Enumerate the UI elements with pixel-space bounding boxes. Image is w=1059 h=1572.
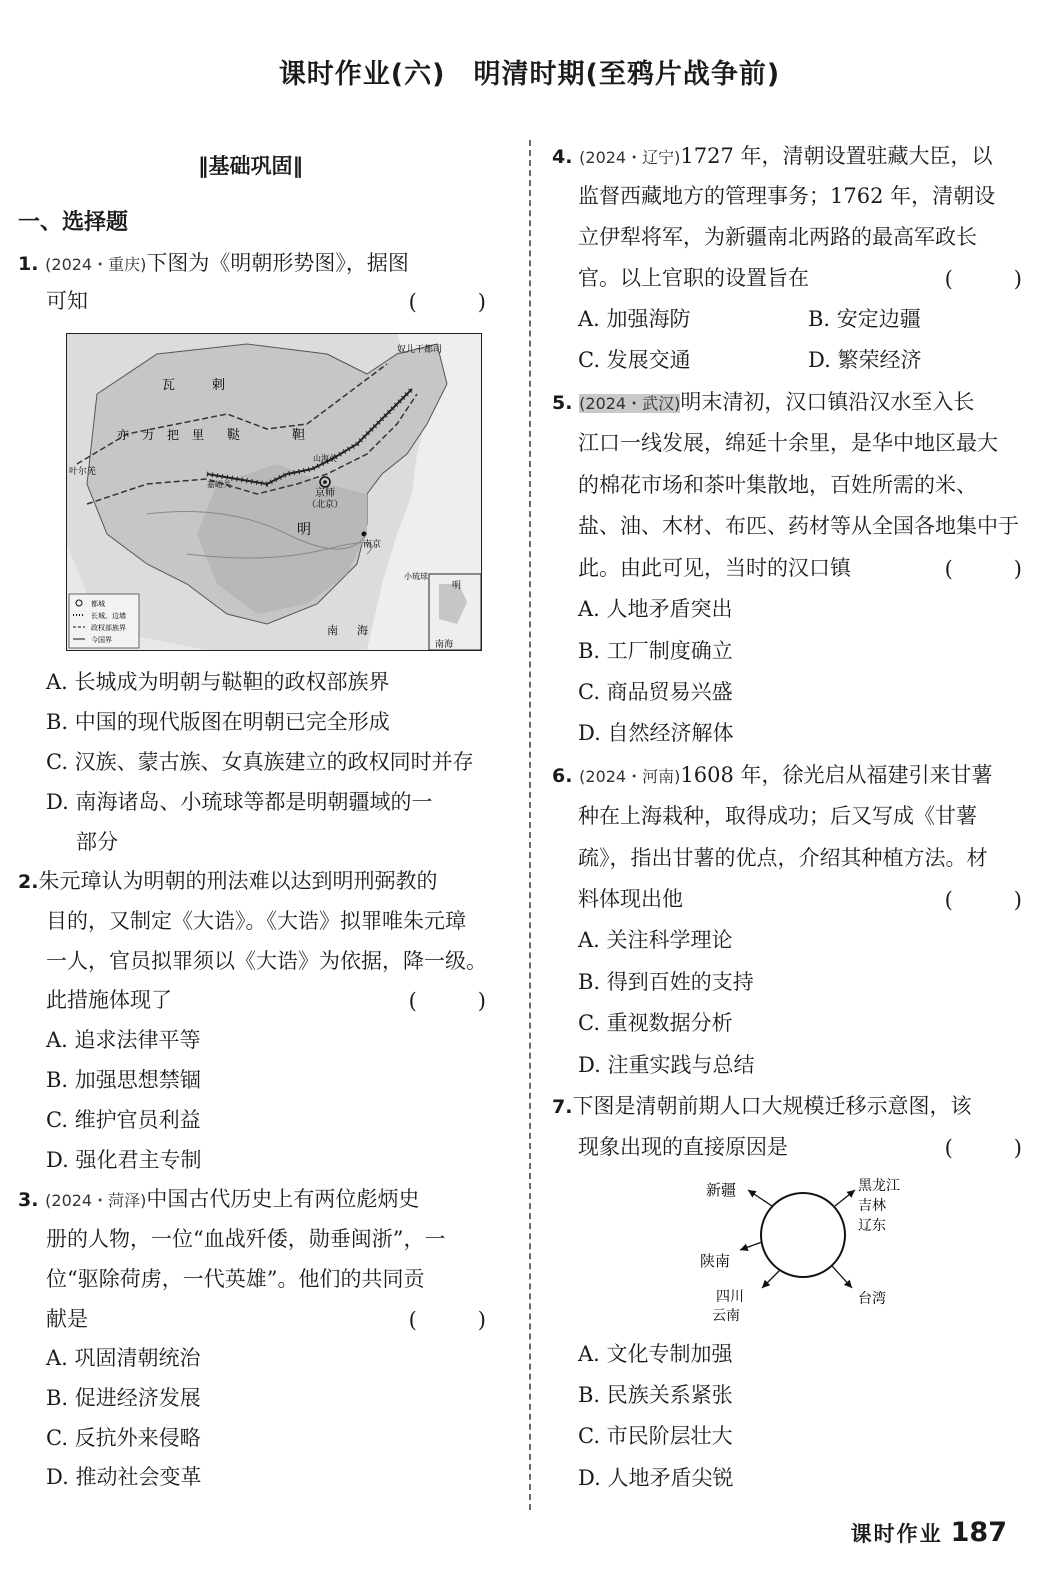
map-label-nan: 南 bbox=[327, 624, 338, 637]
q5-option-c: C. 商品贸易兴盛 bbox=[578, 680, 733, 704]
subsection-title: 一、选择题 bbox=[18, 210, 129, 235]
q1-line-2: 可知 bbox=[46, 289, 88, 313]
q4-line-1 bbox=[552, 141, 992, 173]
q6-number: 6. bbox=[552, 765, 573, 787]
q3-number: 3. bbox=[18, 1189, 39, 1211]
q6-line-3: 疏》，指出甘薯的优点，介绍其种植方法。材 bbox=[578, 846, 988, 870]
q3-source: (2024・菏泽) bbox=[45, 1191, 147, 1210]
map-label-li2: 里 bbox=[192, 428, 205, 442]
map-label-capital: 京师 bbox=[315, 488, 335, 499]
map-label-beijing: （北京） bbox=[307, 500, 344, 510]
map-label-nurgan: 奴儿干都司 bbox=[397, 345, 443, 355]
q2-option-d: D. 强化君主专制 bbox=[46, 1148, 202, 1172]
q2-option-a: A. 追求法律平等 bbox=[46, 1028, 201, 1052]
q5-line-3: 的棉花市场和茶叶集散地，百姓所需的米、 bbox=[578, 473, 977, 497]
dest-taiwan: 台湾 bbox=[858, 1291, 886, 1307]
q7-answer-paren: ( ) bbox=[944, 1136, 1042, 1160]
dest-shannan: 陕南 bbox=[700, 1252, 731, 1270]
map-label-xiaoliuqiu: 小琉球 bbox=[404, 572, 428, 581]
q6-option-c: C. 重视数据分析 bbox=[578, 1011, 733, 1035]
q2-option-c: C. 维护官员利益 bbox=[46, 1108, 201, 1132]
q2-line-3: 一人，官员拟罪须以《大诰》为依据，降一级。 bbox=[46, 949, 487, 973]
q1-option-a: A. 长城成为明朝与鞑靼的政权部族界 bbox=[46, 670, 390, 694]
map-svg bbox=[67, 334, 481, 650]
q4-option-d: D. 繁荣经济 bbox=[808, 348, 922, 372]
q5-answer-paren: ( ) bbox=[944, 557, 1042, 581]
q1-answer-paren: ( ) bbox=[408, 290, 506, 314]
map-label-inset-ming: 明 bbox=[452, 581, 462, 591]
map-label-ming: 明 bbox=[297, 522, 311, 538]
q1-line-1 bbox=[18, 248, 409, 280]
q6-option-d: D. 注重实践与总结 bbox=[578, 1053, 755, 1077]
map-label-yarkand: 叶尔羌 bbox=[69, 467, 97, 477]
q7-option-c: C. 市民阶层壮大 bbox=[578, 1424, 733, 1448]
map-legend-border: 政权部族界 bbox=[91, 624, 126, 632]
q4-option-c: C. 发展交通 bbox=[578, 348, 691, 372]
page-footer bbox=[851, 1517, 1007, 1548]
q6-answer-paren: ( ) bbox=[944, 888, 1042, 912]
q1-option-d: D. 南海诸岛、小琉球等都是明朝疆域的一 bbox=[46, 790, 433, 814]
q4-source: (2024・辽宁) bbox=[579, 148, 681, 167]
column-divider bbox=[529, 140, 531, 1510]
map-label-inset-nanhai: 南海 bbox=[435, 640, 454, 650]
q5-option-a: A. 人地矛盾突出 bbox=[578, 597, 733, 621]
q3-line-3: 位“驱除荷虏，一代英雄”。他们的共同贡 bbox=[46, 1267, 425, 1291]
q6-line-4: 料体现出他 bbox=[578, 887, 683, 911]
q3-line-4: 献是 bbox=[46, 1307, 88, 1331]
q3-line-2: 册的人物，一位“血战歼倭，勋垂闽浙”，一 bbox=[46, 1227, 446, 1251]
q5-option-d: D. 自然经济解体 bbox=[578, 721, 734, 745]
q1-option-c: C. 汉族、蒙古族、女真族建立的政权同时并存 bbox=[46, 750, 474, 774]
q5-number: 5. bbox=[552, 392, 573, 414]
q3-option-d: D. 推动社会变革 bbox=[46, 1465, 202, 1489]
q7-option-d: D. 人地矛盾尖锐 bbox=[578, 1466, 734, 1490]
dest-xinjiang: 新疆 bbox=[706, 1181, 737, 1199]
q4-option-b: B. 安定边疆 bbox=[808, 307, 921, 331]
q7-line-2: 现象出现的直接原因是 bbox=[578, 1135, 788, 1159]
dest-jilin: 吉林 bbox=[858, 1198, 886, 1214]
q3-text-1: 中国古代历史上有两位彪炳史 bbox=[146, 1187, 420, 1211]
q2-number: 2. bbox=[18, 871, 39, 893]
q3-option-c: C. 反抗外来侵略 bbox=[46, 1426, 201, 1450]
q5-line-5: 此。由此可见，当时的汉口镇 bbox=[578, 556, 851, 580]
q6-text-1: 1608 年，徐光启从福建引来甘薯 bbox=[680, 763, 993, 787]
q6-line-1 bbox=[552, 760, 992, 792]
migration-diagram bbox=[690, 1170, 930, 1330]
q4-line-3: 立伊犁将军，为新疆南北两路的最高军政长 bbox=[578, 225, 977, 249]
map-label-jiayuguan: 嘉峪关 bbox=[207, 480, 231, 489]
map-label-li: 力 bbox=[142, 428, 155, 442]
q5-line-4: 盐、油、木材、布匹、药材等从全国各地集中于 bbox=[578, 514, 1019, 538]
q5-option-b: B. 工厂制度确立 bbox=[578, 639, 733, 663]
q7-text-1: 下图是清朝前期人口大规模迁移示意图，该 bbox=[572, 1094, 972, 1118]
q6-line-2: 种在上海栽种，取得成功；后又写成《甘薯 bbox=[578, 804, 977, 828]
page-number: 187 bbox=[950, 1517, 1007, 1548]
q6-source: (2024・河南) bbox=[579, 767, 681, 786]
q4-text-1: 1727 年，清朝设置驻藏大臣，以 bbox=[680, 144, 993, 168]
map-label-yi: 亦 bbox=[117, 428, 130, 442]
page-title: 课时作业(六) 明清时期(至鸦片战争前) bbox=[278, 59, 781, 90]
q2-line-2: 目的，又制定《大诰》。《大诰》拟罪唯朱元璋 bbox=[46, 909, 466, 933]
dest-heilongjiang: 黑龙江 bbox=[858, 1178, 900, 1194]
map-label-dan: 靼 bbox=[292, 428, 306, 443]
map-legend-capital: 都城 bbox=[91, 600, 105, 608]
dest-liaodong: 辽东 bbox=[858, 1218, 886, 1234]
center-circle bbox=[761, 1193, 845, 1277]
q1-text-1: 下图为《明朝形势图》，据图 bbox=[146, 251, 409, 275]
map-label-wa: 瓦 bbox=[162, 378, 176, 393]
q3-answer-paren: ( ) bbox=[408, 1308, 506, 1332]
q1-source: (2024・重庆) bbox=[45, 255, 147, 274]
q7-option-b: B. 民族关系紧张 bbox=[578, 1383, 733, 1407]
section-header: ‖基础巩固‖ bbox=[198, 154, 303, 178]
map-label-nanjing: 南京 bbox=[363, 540, 382, 550]
dest-yunnan: 云南 bbox=[712, 1308, 740, 1324]
q2-option-b: B. 加强思想禁锢 bbox=[46, 1068, 201, 1092]
q1-number: 1. bbox=[18, 253, 39, 275]
q2-line-1 bbox=[18, 866, 437, 897]
q4-answer-paren: ( ) bbox=[944, 267, 1042, 291]
q3-option-b: B. 促进经济发展 bbox=[46, 1386, 201, 1410]
q1-option-d-cont: 部分 bbox=[76, 830, 118, 854]
q2-line-4: 此措施体现了 bbox=[46, 988, 172, 1012]
q3-line-1 bbox=[18, 1184, 419, 1216]
q4-line-2: 监督西藏地方的管理事务；1762 年，清朝设 bbox=[578, 184, 996, 208]
q7-line-1 bbox=[552, 1091, 971, 1122]
map-label-la: 剌 bbox=[212, 378, 226, 393]
q4-option-a: A. 加强海防 bbox=[578, 307, 691, 331]
q5-line-1 bbox=[552, 387, 974, 419]
q7-number: 7. bbox=[552, 1096, 573, 1118]
q6-option-b: B. 得到百姓的支持 bbox=[578, 970, 754, 994]
q5-line-2: 江口一线发展，绵延十余里，是华中地区最大 bbox=[578, 431, 998, 455]
q3-option-a: A. 巩固清朝统治 bbox=[46, 1346, 201, 1370]
map-label-da: 鞑 bbox=[227, 428, 241, 443]
q7-option-a: A. 文化专制加强 bbox=[578, 1342, 733, 1366]
q5-source: (2024・武汉) bbox=[579, 394, 681, 413]
q4-line-4: 官。以上官职的设置旨在 bbox=[578, 266, 809, 290]
map-label-ba: 把 bbox=[167, 428, 180, 442]
map-label-shanhaiguan: 山海关 bbox=[313, 454, 337, 463]
q5-text-1: 明末清初，汉口镇沿汉水至入长 bbox=[680, 390, 975, 414]
map-legend-wall: 长城、边墙 bbox=[91, 612, 126, 620]
map-label-hai: 海 bbox=[357, 624, 368, 637]
map-legend-modern: 今国界 bbox=[91, 636, 112, 644]
q6-option-a: A. 关注科学理论 bbox=[578, 928, 733, 952]
footer-label: 课时作业 bbox=[850, 1522, 943, 1546]
q4-number: 4. bbox=[552, 146, 573, 168]
q1-option-b: B. 中国的现代版图在明朝已完全形成 bbox=[46, 710, 390, 734]
ming-dynasty-map bbox=[66, 333, 482, 651]
q2-answer-paren: ( ) bbox=[408, 989, 506, 1013]
q2-text-1: 朱元璋认为明朝的刑法难以达到明刑弼教的 bbox=[38, 869, 438, 893]
dest-sichuan: 四川 bbox=[716, 1289, 744, 1305]
